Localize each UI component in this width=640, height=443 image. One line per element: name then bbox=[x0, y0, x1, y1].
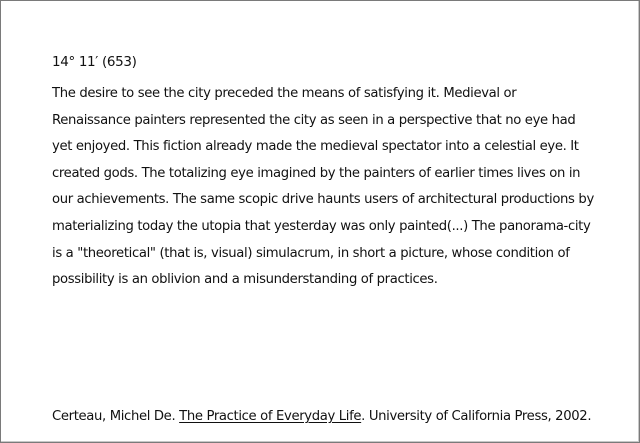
quote-text: The desire to see the city preceded the means of satisfying it. Medieval or Renaissance painters represented the city as seen in a perspective that no eye had yet enjoyed. This fiction already made the medieval spectator into a celestial eye. It created gods. The totalizing eye imagined by the painters of earlier times lives on in our achievements. The same scopic drive haunts users of architectural productions by materializing today the utopia that yesterday was only painted(...) The panorama-city is a "theoretical" (that is, visual) simulacrum, in short a picture, whose condition of possibility is an oblivion and a misunderstanding of practices. bbox=[52, 86, 594, 288]
citation: Certeau, Michel De. The Practice of Everyday Life. University of California Press, 2002. bbox=[52, 409, 592, 424]
note-body bbox=[52, 52, 597, 294]
citation-publisher: University of California Press, 2002. bbox=[368, 409, 592, 424]
note-heading: 14° 11′ (653) bbox=[52, 54, 137, 70]
citation-author: Certeau, Michel De. bbox=[52, 409, 176, 424]
citation-title: The Practice of Everyday Life bbox=[179, 409, 362, 424]
